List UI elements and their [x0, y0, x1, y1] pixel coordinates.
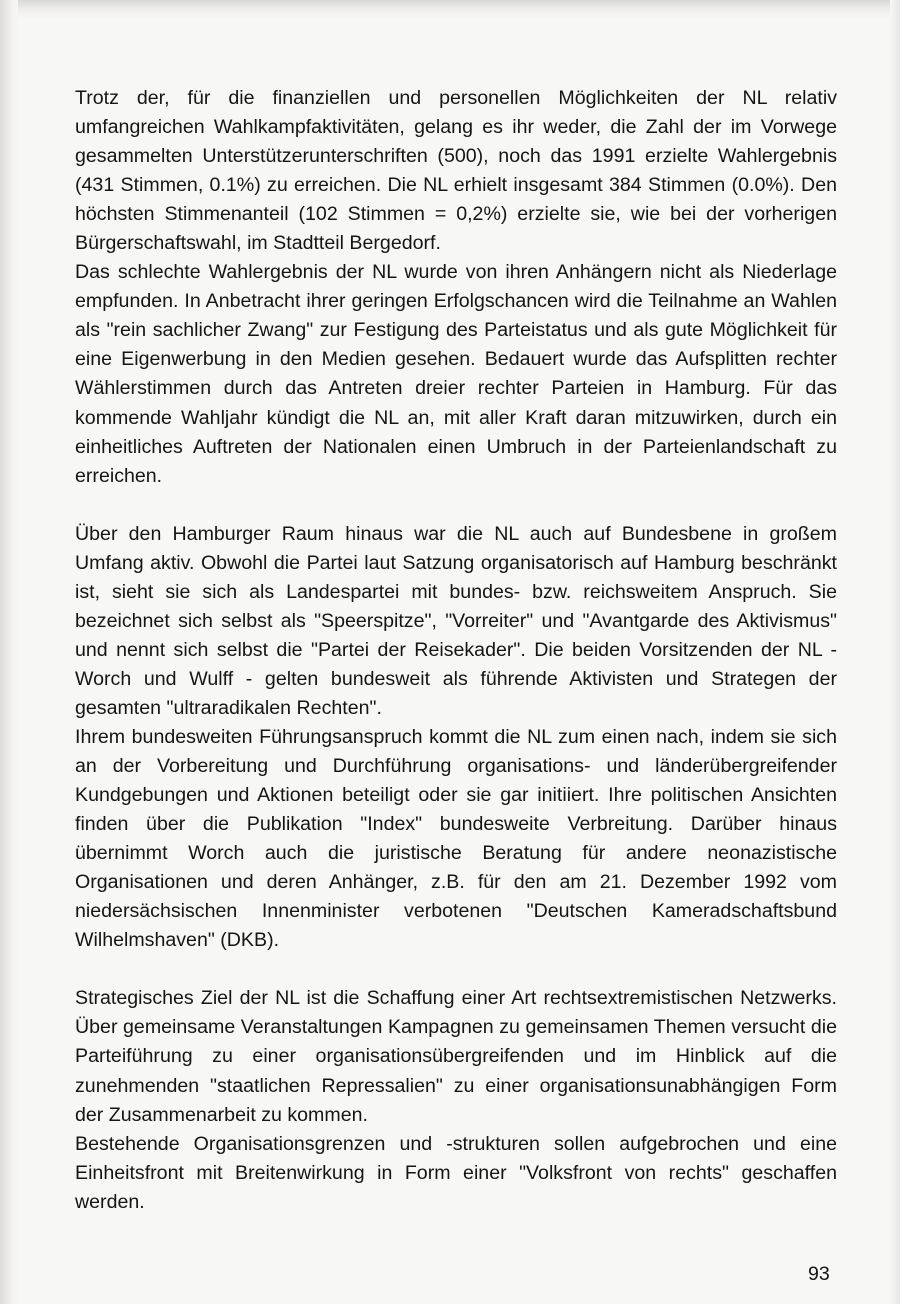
paragraph-reaction: Das schlechte Wahlergebnis der NL wurde von ihren Anhängern nicht als Niederlage empfunden. In Anbetracht ihrer geringen Erfolgschancen wird die Teilnahme an Wahlen als "rein sachlicher Zwang" zur Festigung des Parteistatus und als gute Möglichkeit für eine Eigenwerbung in den Medien gesehen. Bedauert wurde das Aufsplitten rechter Wählerstimmen durch das Antreten dreier rechter Parteien in Hamburg. Für das kommende Wahljahr kündigt die NL an, mit aller Kraft daran mitzuwirken, durch ein einheitliches Auftreten der Nationalen einen Umbruch in der Parteienlandschaft zu erreichen. — [75, 261, 837, 487]
page-top-edge-shadow — [0, 0, 900, 18]
page-number: 93 — [808, 1263, 830, 1285]
paragraph-election-result: Trotz der, für die finanziellen und personellen Möglichkeiten der NL relativ umfangreichen Wahlkampfaktivitäten, gelang es ihr weder, die Zahl der im Vorwege gesammelten Unterstützerunterschriften (500), noch das 1991 erzielte Wahlergebnis (431 Stimmen, 0.1%) zu erreichen. Die NL erhielt insgesamt 384 Stimmen (0.0%). Den höchsten Stimmenanteil (102 Stimmen = 0,2%) erzielte sie, wie bei der vorherigen Bürgerschaftswahl, im Stadtteil Bergedorf. — [75, 87, 837, 255]
page-right-edge-shadow — [890, 0, 900, 1304]
paragraph-leadership-claim: Ihrem bundesweiten Führungsanspruch kommt die NL zum einen nach, indem sie sich an der Vorbereitung und Durchführung organisations- und länderübergreifender Kundgebungen und Aktionen beteiligt oder sie gar initiiert. Ihre politischen Ansichten finden über die Publikation "Index" bundesweite Verbreitung. Darüber hinaus übernimmt Worch auch die juristische Beratung für andere neonazistische Organisationen und deren Anhänger, z.B. für den am 21. Dezember 1992 vom niedersächsischen Innenminister verbotenen "Deutschen Kameradschaftsbund Wilhelmshaven" (DKB). — [75, 725, 837, 952]
paragraph-strategic-goal: Strategisches Ziel der NL ist die Schaffung einer Art rechtsextremistischen Netzwerks. Über gemeinsame Veranstaltungen Kampagnen zu gemeinsamen Themen versucht die Parteiführung zu einer organisationsübergreifenden und im Hinblick auf die zunehmenden "staatlichen Repressalien" zu einer organisationsunabhängigen Form der Zusammenarbeit zu kommen. — [75, 987, 837, 1126]
paragraph-unity-front: Bestehende Organisationsgrenzen und -strukturen sollen aufgebrochen und eine Einheitsfront mit Breitenwirkung in Form einer "Volksfront von rechts" geschaffen werden. — [75, 1132, 837, 1213]
page-left-edge-shadow — [0, 0, 18, 1304]
body-text — [75, 84, 837, 1217]
paragraph-federal-activity: Über den Hamburger Raum hinaus war die NL auch auf Bundesbene in großem Umfang aktiv. Obwohl die Partei laut Satzung organisatorisch auf Hamburg beschränkt ist, sieht sie sich als Landespartei mit bundes- bzw. reichsweitem Anspruch. Sie bezeichnet sich selbst als "Speerspitze", "Vorreiter" und "Avantgarde des Aktivismus" und nennt sich selbst die "Partei der Reisekader". Die beiden Vorsitzenden der NL - Worch und Wulff - gelten bundesweit als führende Aktivisten und Strategen der gesamten "ultraradikalen Rechten". — [75, 522, 837, 719]
